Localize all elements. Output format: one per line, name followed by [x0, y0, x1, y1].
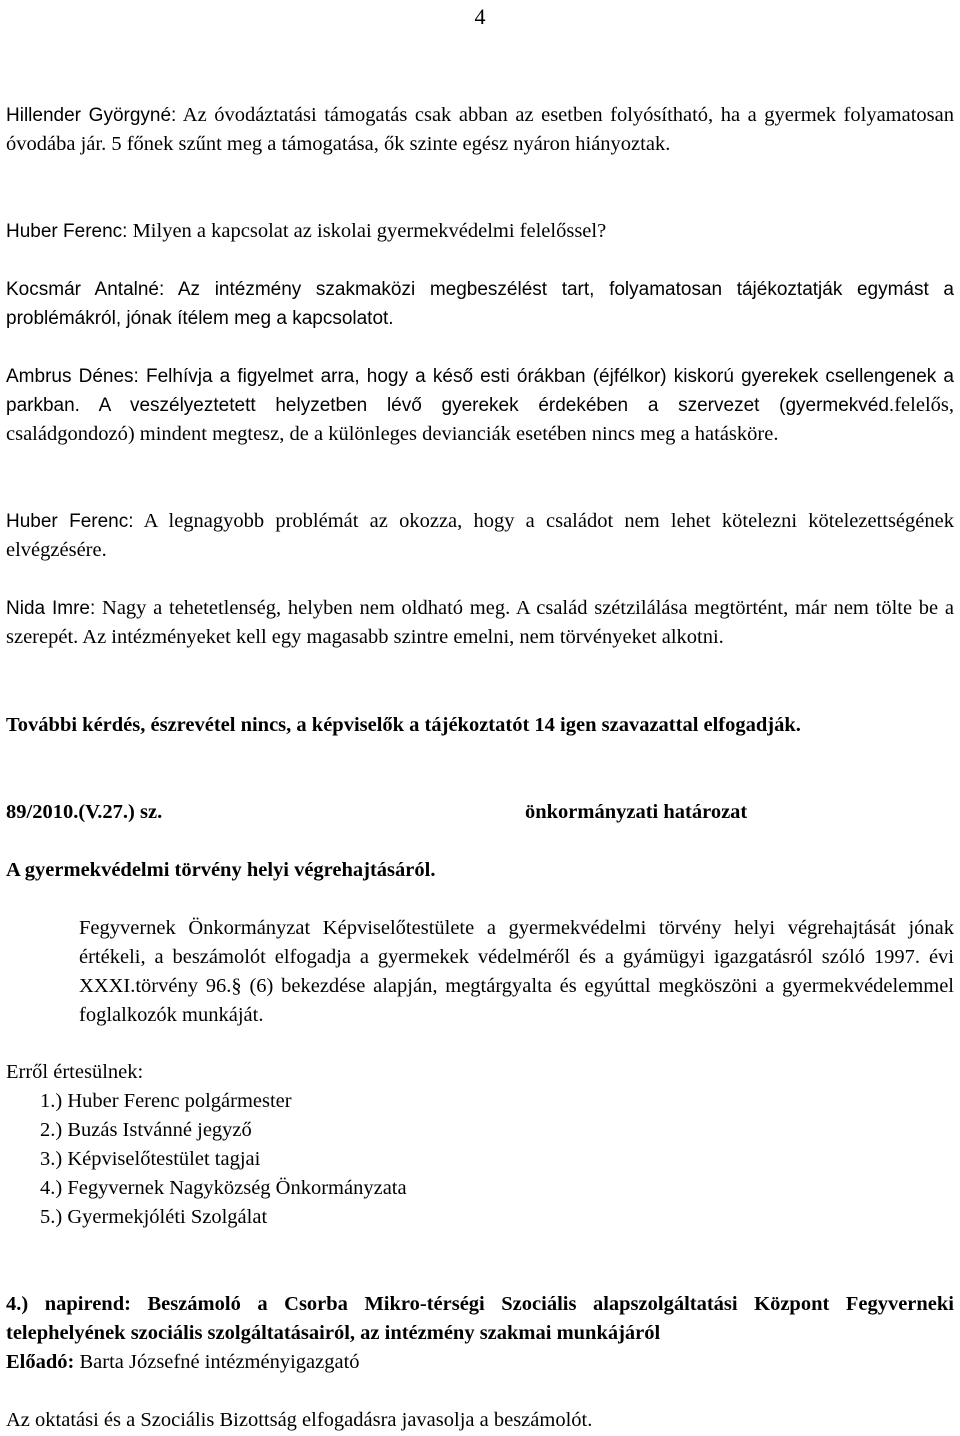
- paragraph-text: A veszélyeztetett helyzetben lévő gyerekek érdekében a szervezet (gyermekvéd.: [79, 395, 895, 416]
- speaker-name: Huber Ferenc:: [6, 221, 128, 242]
- paragraph-huber-answer: [6, 507, 954, 565]
- list-item: 4.) Fegyvernek Nagyközség Önkormányzata: [40, 1177, 407, 1199]
- paragraph-hillender: [6, 101, 954, 159]
- speaker-name: Kocsmár Antalné:: [6, 279, 165, 300]
- paragraph-text: Felhívja a figyelmet arra, hogy a késő esti órákban (éjfélkor) kiskorú gyerekek csellengenek a parkban.: [6, 366, 954, 416]
- resolution-number: 89/2010.(V.27.) sz.: [6, 801, 163, 823]
- speaker-name: Nida Imre:: [6, 598, 96, 619]
- notify-label: Erről értesülnek:: [6, 1061, 144, 1083]
- paragraph-text: felelős, családgondozó) mindent megtesz, de a különleges devianciák esetében nincs meg a hatásköre.: [6, 394, 954, 445]
- resolution-title: A gyermekvédelmi törvény helyi végrehajtásáról.: [6, 859, 436, 881]
- list-item: 1.) Huber Ferenc polgármester: [40, 1090, 292, 1112]
- paragraph-huber-question: [6, 217, 954, 246]
- speaker-name: Huber Ferenc:: [6, 511, 134, 532]
- paragraph-text: Az óvodáztatási támogatás csak abban az esetben folyósítható, ha a gyermek folyamatosan óvodába jár. 5 főnek szűnt meg a támogatása, ők szinte egész nyáron hiányoztak.: [6, 104, 954, 155]
- presenter-name: Barta Józsefné intézményigazgató: [74, 1351, 360, 1373]
- notify-list: [40, 1087, 407, 1232]
- paragraph-kocsmar: [6, 275, 954, 333]
- paragraph-text: A legnagyobb problémát az okozza, hogy a családot nem lehet kötelezni kötelezettségének elvégzésére.: [6, 510, 954, 561]
- paragraph-ambrus: [6, 362, 954, 449]
- speaker-name: Hillender Györgyné:: [6, 105, 177, 126]
- resolution-text: Fegyvernek Önkormányzat Képviselőtestülete a gyermekvédelmi törvény helyi végrehajtását jónak értékeli, a beszámolót elfogadja a gyermekek védelméről és a gyámügyi igazgatásról szóló 1997. évi XXXI.törvény 96.§ (6) bekezdése alapján, megtárgyalta és egyúttal megköszöni a gyermekvédelemmel foglalkozók munkáját.: [79, 917, 954, 1026]
- vote-result: További kérdés, észrevétel nincs, a képviselők a tájékoztatót 14 igen szavazattal elfogadják.: [6, 714, 801, 736]
- agenda-item: 4.) napirend: Beszámoló a Csorba Mikro-térségi Szociális alapszolgáltatási Központ Fegyverneki telephelyének szociális szolgáltatásairól, az intézmény szakmai munkájáról: [6, 1293, 954, 1344]
- paragraph-nida: [6, 594, 954, 652]
- page-number: 4: [474, 4, 486, 29]
- presenter-line: [6, 1348, 360, 1377]
- paragraph-text: A család szétzilálása megtörtént, már nem tölte be a szerepét. Az intézményeket kell egy magasabb szintre emelni, nem törvényeket alkotni.: [6, 597, 955, 648]
- paragraph-text: Milyen a kapcsolat az iskolai gyermekvédelmi felelőssel?: [127, 220, 607, 242]
- list-item: 2.) Buzás Istvánné jegyző: [40, 1119, 252, 1141]
- paragraph-text: Nagy a tehetetlenség, helyben nem oldható meg.: [95, 597, 511, 619]
- list-item: 3.) Képviselőtestület tagjai: [40, 1148, 261, 1170]
- speaker-name: Ambrus Dénes:: [6, 366, 139, 387]
- list-item: 5.) Gyermekjóléti Szolgálat: [40, 1206, 268, 1228]
- closing-sentence: Az oktatási és a Szociális Bizottság elfogadásra javasolja a beszámolót.: [6, 1409, 593, 1431]
- paragraph-text: Az intézmény szakmaközi megbeszélést tart, folyamatosan tájékoztatják egymást a problémákról, jónak ítélem meg a kapcsolatot.: [6, 279, 954, 329]
- presenter-label: Előadó:: [6, 1351, 75, 1373]
- resolution-type: önkormányzati határozat: [525, 801, 748, 823]
